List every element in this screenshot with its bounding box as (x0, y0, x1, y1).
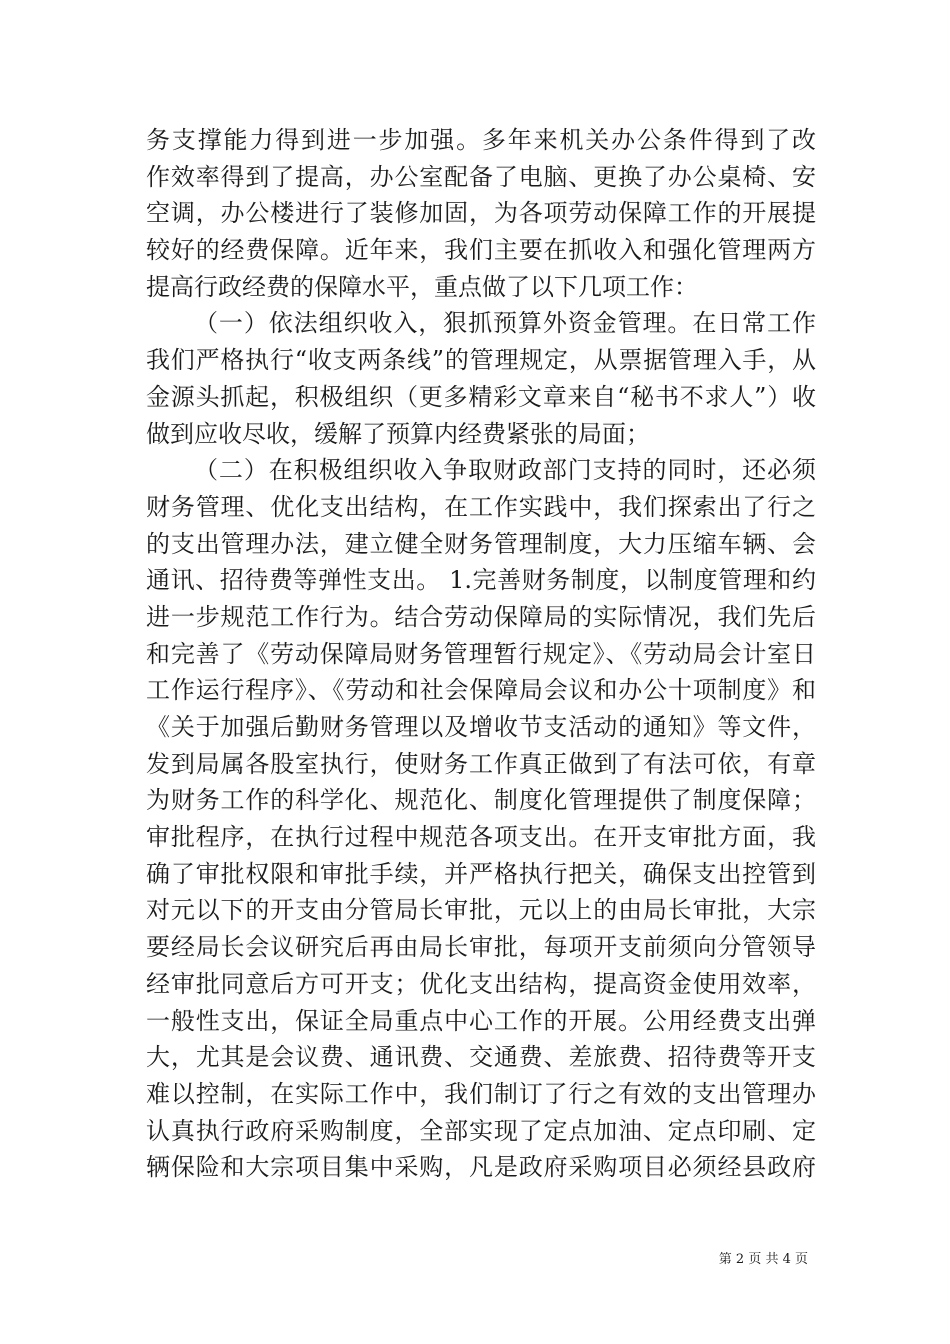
text-line: 提高行政经费的保障水平，重点做了以下几项工作： (146, 272, 698, 301)
text-line: 作效率得到了提高，办公室配备了电脑、更换了办公桌椅、安 (146, 162, 816, 191)
page-number-footer: 第 2 页 共 4 页 (718, 1252, 808, 1267)
text-line: 工作运行程序》、《劳动和社会保障局会议和办公十项制度》和 (146, 676, 816, 705)
text-line: 确了审批权限和审批手续，并严格执行把关，确保支出控管到 (146, 859, 816, 888)
text-line: 认真执行政府采购制度，全部实现了定点加油、定点印刷、定 (146, 1116, 816, 1145)
text-line: 务支撑能力得到进一步加强。多年来机关办公条件得到了改 (146, 126, 816, 154)
text-line: 《关于加强后勤财务管理以及增收节支活动的通知》等文件， (146, 713, 816, 741)
text-line: 对元以下的开支由分管局长审批，元以上的由局长审批，大宗 (146, 896, 816, 925)
text-line: 难以控制，在实际工作中，我们制订了行之有效的支出管理办 (146, 1079, 816, 1108)
text-line: 发到局属各股室执行，使财务工作真正做到了有法可依，有章 (146, 749, 816, 778)
text-line: 辆保险和大宗项目集中采购，凡是政府采购项目必须经县政府 (146, 1153, 816, 1182)
text-line: 通讯、招待费等弹性支出。 1.完善财务制度，以制度管理和约 (146, 566, 816, 595)
text-line: 为财务工作的科学化、规范化、制度化管理提供了制度保障； (146, 786, 816, 815)
text-line: 我们严格执行“收支两条线”的管理规定，从票据管理入手，从 (146, 346, 816, 375)
text-line: 做到应收尽收，缓解了预算内经费紧张的局面； (146, 419, 650, 448)
text-line: 空调，办公楼进行了装修加固，为各项劳动保障工作的开展提 (146, 199, 816, 228)
text-line: 金源头抓起，积极组织（更多精彩文章来自“秘书不求人”）收 (146, 382, 816, 411)
paragraph-first-line: （二）在积极组织收入争取财政部门支持的同时，还必须 (194, 456, 816, 485)
text-line: 财务管理、优化支出结构，在工作实践中，我们探索出了行之 (146, 492, 816, 521)
text-line: 一般性支出，保证全局重点中心工作的开展。公用经费支出弹 (146, 1006, 816, 1035)
text-line: 进一步规范工作行为。结合劳动保障局的实际情况，我们先后 (146, 602, 816, 631)
body-text (146, 122, 816, 1186)
text-line: 要经局长会议研究后再由局长审批，每项开支前须向分管领导 (146, 933, 816, 962)
paragraph-first-line: （一）依法组织收入，狠抓预算外资金管理。在日常工作 (194, 309, 816, 338)
text-line: 大，尤其是会议费、通讯费、交通费、差旅费、招待费等开支 (146, 1043, 816, 1072)
text-line: 的支出管理办法，建立健全财务管理制度，大力压缩车辆、会 (146, 529, 816, 558)
text-line: 较好的经费保障。近年来，我们主要在抓收入和强化管理两方 (146, 236, 816, 265)
text-line: 经审批同意后方可开支；优化支出结构，提高资金使用效率， (146, 969, 816, 998)
text-line: 和完善了《劳动保障局财务管理暂行规定》、《劳动局会计室日 (146, 639, 816, 668)
text-line: 审批程序，在执行过程中规范各项支出。在开支审批方面，我 (146, 823, 816, 852)
